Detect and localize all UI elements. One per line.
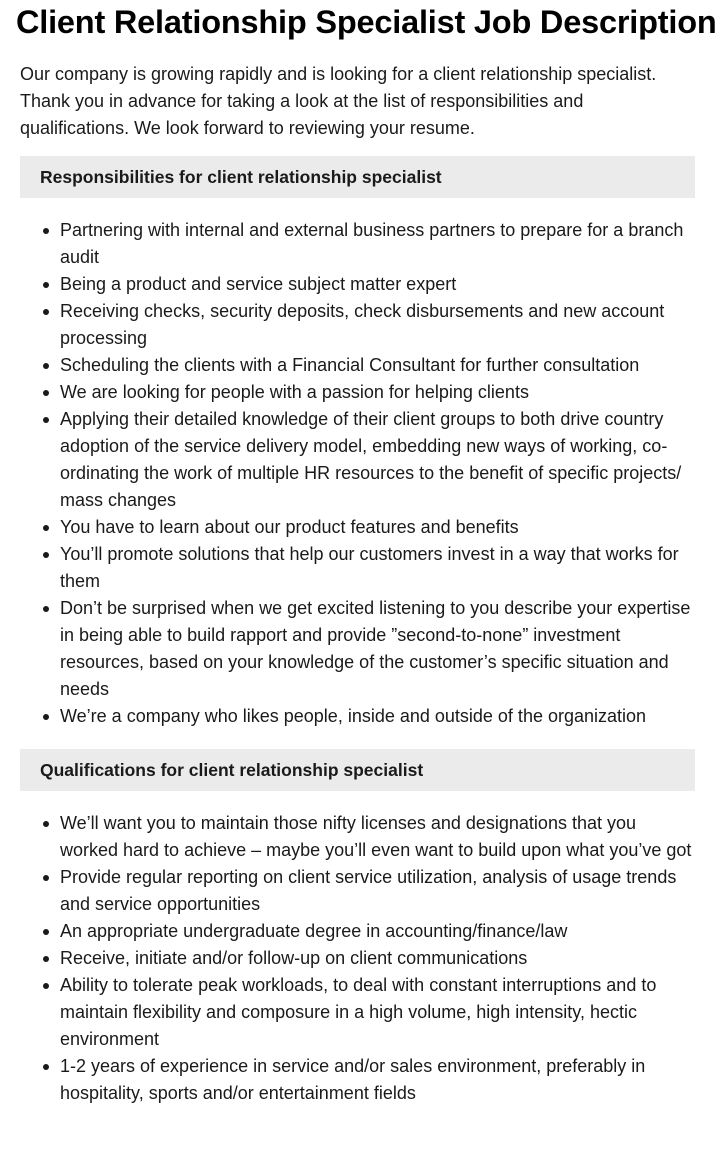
list-item: We’ll want you to maintain those nifty licenses and designations that you worked hard to achieve – maybe you’ll even want to build upon what you’ve got bbox=[60, 810, 695, 864]
list-item: Being a product and service subject matter expert bbox=[60, 271, 695, 298]
bullet-icon bbox=[43, 228, 49, 234]
list-item: You have to learn about our product features and benefits bbox=[60, 514, 695, 541]
bullet-icon bbox=[43, 363, 49, 369]
bullet-icon bbox=[43, 606, 49, 612]
bullet-icon bbox=[43, 714, 49, 720]
qualifications-list bbox=[20, 810, 695, 1107]
page-title: Client Relationship Specialist Job Description bbox=[16, 4, 717, 40]
bullet-icon bbox=[43, 525, 49, 531]
bullet-icon bbox=[43, 309, 49, 315]
bullet-icon bbox=[43, 956, 49, 962]
list-item: Don’t be surprised when we get excited listening to you describe your expertise in being able to build rapport and provide ”second-to-none” investment resources, based on your knowledge of the customer’s specific situation and needs bbox=[60, 595, 695, 703]
list-item: 1-2 years of experience in service and/or sales environment, preferably in hospitality, sports and/or entertainment fields bbox=[60, 1053, 695, 1107]
responsibilities-heading: Responsibilities for client relationship specialist bbox=[20, 156, 695, 198]
list-item: An appropriate undergraduate degree in accounting/finance/law bbox=[60, 918, 695, 945]
bullet-icon bbox=[43, 929, 49, 935]
list-item: Ability to tolerate peak workloads, to deal with constant interruptions and to maintain flexibility and composure in a high volume, high intensity, hectic environment bbox=[60, 972, 695, 1053]
list-item: Scheduling the clients with a Financial Consultant for further consultation bbox=[60, 352, 695, 379]
bullet-icon bbox=[43, 417, 49, 423]
bullet-icon bbox=[43, 875, 49, 881]
list-item: Partnering with internal and external business partners to prepare for a branch audit bbox=[60, 217, 695, 271]
responsibilities-list bbox=[20, 217, 695, 730]
list-item: Receive, initiate and/or follow-up on client communications bbox=[60, 945, 695, 972]
bullet-icon bbox=[43, 1064, 49, 1070]
bullet-icon bbox=[43, 821, 49, 827]
bullet-icon bbox=[43, 390, 49, 396]
list-item: We are looking for people with a passion for helping clients bbox=[60, 379, 695, 406]
bullet-icon bbox=[43, 552, 49, 558]
bullet-icon bbox=[43, 983, 49, 989]
list-item: Receiving checks, security deposits, check disbursements and new account processing bbox=[60, 298, 695, 352]
list-item: Applying their detailed knowledge of their client groups to both drive country adoption of the service delivery model, embedding new ways of working, co-ordinating the work of multiple HR resources to the benefit of specific projects/ mass changes bbox=[60, 406, 695, 514]
list-item: You’ll promote solutions that help our customers invest in a way that works for them bbox=[60, 541, 695, 595]
bullet-icon bbox=[43, 282, 49, 288]
intro-paragraph: Our company is growing rapidly and is looking for a client relationship specialist. Thank you in advance for taking a look at the list of responsibilities and qualifications. We look forward to reviewing your resume. bbox=[20, 64, 657, 138]
list-item: We’re a company who likes people, inside and outside of the organization bbox=[60, 703, 695, 730]
qualifications-heading: Qualifications for client relationship specialist bbox=[20, 749, 695, 791]
list-item: Provide regular reporting on client service utilization, analysis of usage trends and service opportunities bbox=[60, 864, 695, 918]
